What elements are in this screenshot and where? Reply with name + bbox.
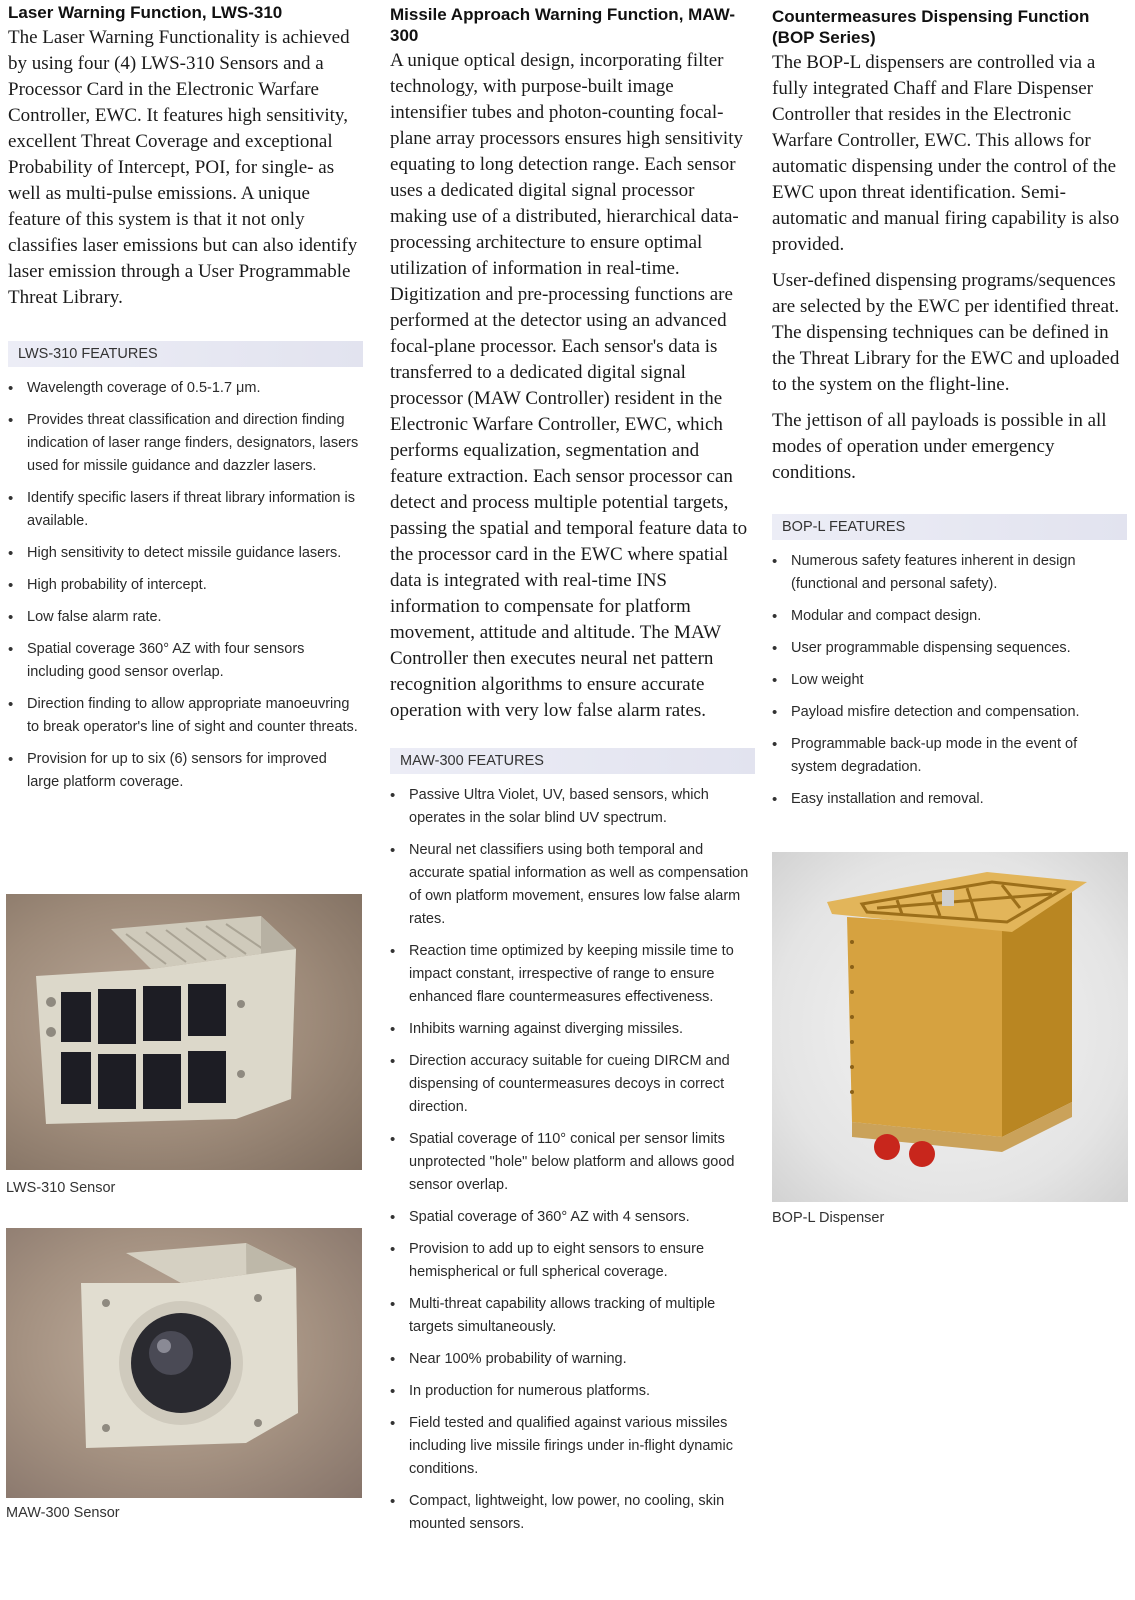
list-item: • Inhibits warning against diverging missiles. (390, 1018, 755, 1041)
list-item: • Low false alarm rate. (8, 606, 363, 629)
list-item: • Passive Ultra Violet, UV, based sensors, which operates in the solar blind UV spectrum. (390, 784, 755, 830)
list-item: • Programmable back-up mode in the event of system degradation. (772, 733, 1127, 779)
lws-title: Laser Warning Function, LWS-310 (8, 3, 283, 22)
lws-310-sensor-photo (6, 894, 362, 1170)
list-item: • Direction finding to allow appropriate manoeuvring to break operator's line of sight and counter threats. (8, 693, 363, 739)
maw-300-caption: MAW-300 Sensor (6, 1505, 120, 1521)
maw-features-list (390, 784, 755, 1536)
list-item: • Multi-threat capability allows tracking of multiple targets simultaneously. (390, 1293, 755, 1339)
bop-body-3: The jettison of all payloads is possible in all modes of operation under emergency conditions. (772, 410, 1107, 483)
list-item: • Easy installation and removal. (772, 788, 1127, 811)
list-item: • Provision to add up to eight sensors to ensure hemispherical or full spherical coverage. (390, 1238, 755, 1284)
bop-body-2: User-defined dispensing programs/sequences are selected by the EWC per identified threat. The dispensing techniques can be defined in the Threat Library for the EWC and uploaded to the system on the flight-line. (772, 270, 1120, 395)
maw-300-sensor-photo (6, 1228, 362, 1498)
bop-body-1: The BOP-L dispensers are controlled via a fully integrated Chaff and Flare Dispenser Controller that resides in the Electronic Warfare Controller, EWC. This allows for automatic dispensing under the control of the EWC upon threat identification. Semi-automatic and manual firing capability is also provided. (772, 52, 1120, 255)
list-item: • Spatial coverage 360° AZ with four sensors including good sensor overlap. (8, 638, 363, 684)
list-item: • Payload misfire detection and compensation. (772, 701, 1127, 724)
lws-310-caption: LWS-310 Sensor (6, 1180, 116, 1196)
maw-column (390, 0, 755, 1545)
lws-features-title: LWS-310 FEATURES (8, 341, 363, 367)
list-item: • Compact, lightweight, low power, no cooling, skin mounted sensors. (390, 1490, 755, 1536)
lws-features-list (8, 377, 363, 794)
lws-body: The Laser Warning Functionality is achieved by using four (4) LWS-310 Sensors and a Processor Card in the Electronic Warfare Controller, EWC. It features high sensitivity, excellent Threat Coverage and exceptional Probability of Intercept, POI, for single- as well as multi-pulse emissions. A unique feature of this system is that it not only classifies laser emissions but can also identify laser emission through a User Programmable Threat Library. (8, 27, 358, 308)
list-item: • Provides threat classification and direction finding indication of laser range finders, designators, lasers used for missile guidance and dazzler lasers. (8, 409, 363, 478)
maw-features-title: MAW-300 FEATURES (390, 748, 755, 774)
maw-title: Missile Approach Warning Function, MAW-300 (390, 5, 736, 45)
list-item: • Spatial coverage of 110° conical per sensor limits unprotected "hole" below platform and allows good sensor overlap. (390, 1128, 755, 1197)
list-item: • Modular and compact design. (772, 605, 1127, 628)
list-item: • Numerous safety features inherent in design (functional and personal safety). (772, 550, 1127, 596)
bop-features-title: BOP-L FEATURES (772, 514, 1127, 540)
list-item: • High probability of intercept. (8, 574, 363, 597)
list-item: • Reaction time optimized by keeping missile time to impact constant, irrespective of range to ensure enhanced flare countermeasures effectiveness. (390, 940, 755, 1009)
list-item: • Spatial coverage of 360° AZ with 4 sensors. (390, 1206, 755, 1229)
bop-column (772, 0, 1127, 820)
list-item: • High sensitivity to detect missile guidance lasers. (8, 542, 363, 565)
lws-column (8, 0, 363, 803)
list-item: • Provision for up to six (6) sensors for improved large platform coverage. (8, 748, 363, 794)
bop-title: Countermeasures Dispensing Function (BOP Series) (772, 7, 1090, 47)
list-item: • Direction accuracy suitable for cueing DIRCM and dispensing of countermeasures decoys in correct direction. (390, 1050, 755, 1119)
list-item: • Identify specific lasers if threat library information is available. (8, 487, 363, 533)
list-item: • Field tested and qualified against various missiles including live missile firings under in-flight dynamic conditions. (390, 1412, 755, 1481)
bop-l-dispenser-photo (772, 852, 1128, 1202)
list-item: • In production for numerous platforms. (390, 1380, 755, 1403)
list-item: • Low weight (772, 669, 1127, 692)
bop-features-list (772, 550, 1127, 811)
list-item: • Wavelength coverage of 0.5-1.7 μm. (8, 377, 363, 400)
bop-l-caption: BOP-L Dispenser (772, 1210, 885, 1226)
maw-body: A unique optical design, incorporating filter technology, with purpose-built image intensifier tubes and photon-counting focal-plane array processors ensures high sensitivity equating to long detection range. Each sensor uses a dedicated digital signal processor making use of a distributed, hierarchical data-processing architecture to ensure optimal utilization of information in real-time. Digitization and pre-processing functions are performed at the detector using an advanced focal-plane processor. Each sensor's data is transferred to a dedicated digital signal processor (MAW Controller) resident in the Electronic Warfare Controller, EWC, which performs equalization, segmentation and feature extraction. Each sensor processor can detect and process multiple potential targets, passing the spatial and temporal feature data to the processor card in the EWC where spatial data is integrated with real-time INS information to compensate for platform movement, attitude and altitude. The MAW Controller then executes neural net pattern recognition algorithms to ensure accurate operation with very low false alarm rates. (390, 50, 748, 721)
list-item: • Neural net classifiers using both temporal and accurate spatial information as well as compensation of own platform movement, ensures low false alarm rates. (390, 839, 755, 931)
list-item: • User programmable dispensing sequences. (772, 637, 1127, 660)
list-item: • Near 100% probability of warning. (390, 1348, 755, 1371)
